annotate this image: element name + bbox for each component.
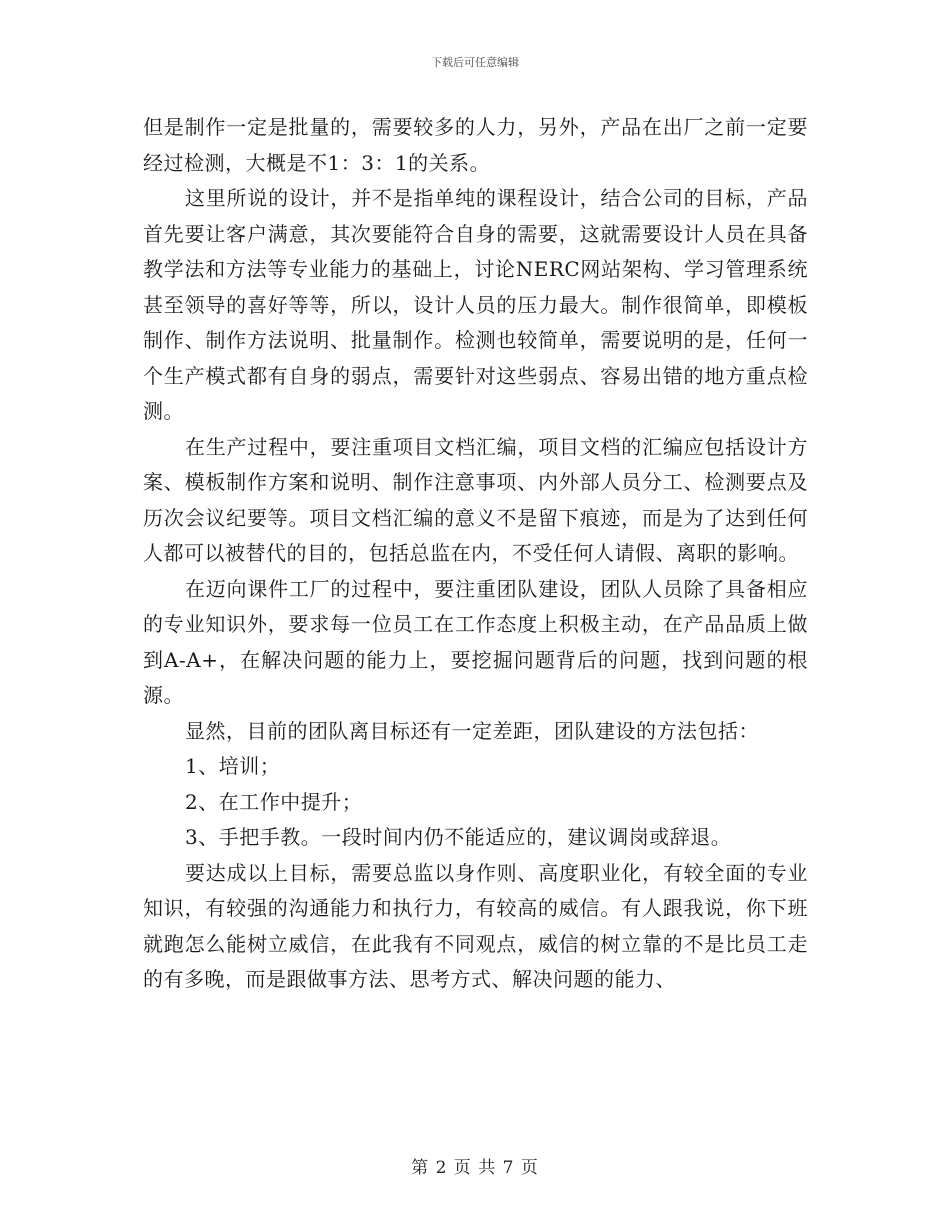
list-item-training: 1、培训； xyxy=(185,754,281,778)
paragraph-design: 这里所说的设计，并不是指单纯的课程设计，结合公司的目标，产品首先要让客户满意，其次要能符合自身的需要，这就需要设计人员在具备教学法和方法等专业能力的基础上，讨论NERC网站架构、学习管理系统甚至领导的喜好等等，所以，设计人员的压力最大。制作很简单，即模板制作、制作方法说明、批量制作。检测也较简单，需要说明的是，任何一个生产模式都有自身的弱点，需要针对这些弱点、容易出错的地方重点检测。 xyxy=(143,186,808,423)
paragraph-methods-intro: 显然，目前的团队离目标还有一定差距，团队建设的方法包括： xyxy=(185,718,759,743)
document-body xyxy=(143,110,808,998)
list-item-improve-at-work: 2、在工作中提升； xyxy=(185,789,363,814)
paragraph-documentation: 在生产过程中，要注重项目文档汇编，项目文档的汇编应包括设计方案、模板制作方案和说明、制作注意事项、内外部人员分工、检测要点及历次会议纪要等。项目文档汇编的意义不是留下痕迹，而是为了达到任何人都可以被替代的目的，包括总监在内，不受任何人请假、离职的影响。 xyxy=(143,434,808,565)
paragraph-director-requirements: 要达成以上目标，需要总监以身作则、高度职业化，有较全面的专业知识，有较强的沟通能力和执行力，有较高的威信。有人跟我说，你下班就跑怎么能树立威信，在此我有不同观点，威信的树立靠的不是比员工走的有多晚，而是跟做事方法、思考方式、解决问题的能力、 xyxy=(143,860,808,991)
paragraph-team-building: 在迈向课件工厂的过程中，要注重团队建设，团队人员除了具备相应的专业知识外，要求每一位员工在工作态度上积极主动，在产品品质上做到A-A+，在解决问题的能力上，要挖掘问题背后的问题，找到问题的根源。 xyxy=(143,576,808,707)
page-number: 第 2 页 共 7 页 xyxy=(411,1158,539,1178)
paragraph-continuation: 但是制作一定是批量的，需要较多的人力，另外，产品在出厂之前一定要经过检测，大概是不1：3：1的关系。 xyxy=(143,115,808,175)
list-item-hands-on: 3、手把手教。一段时间内仍不能适应的，建议调岗或辞退。 xyxy=(185,825,732,849)
page-header: 下载后可任意编辑 xyxy=(431,56,519,69)
